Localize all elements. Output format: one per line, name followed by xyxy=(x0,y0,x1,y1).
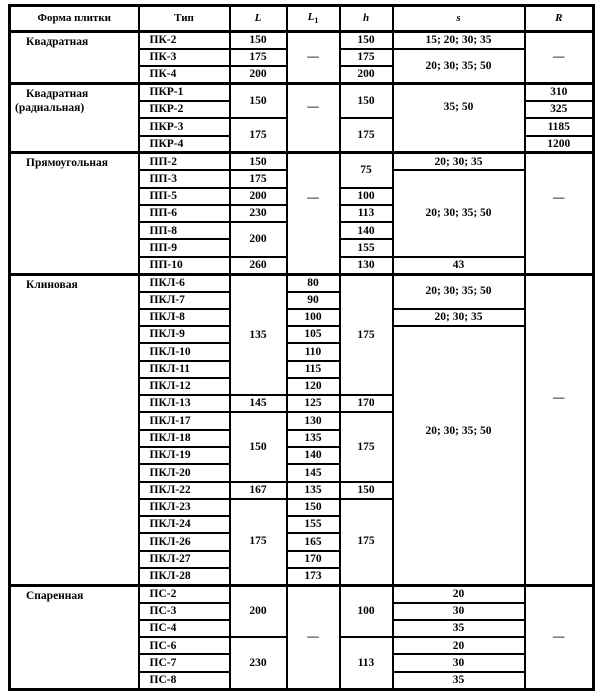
type-cell: ПКР-1 xyxy=(139,84,230,101)
L-cell: 200 xyxy=(230,66,287,83)
L-cell: 230 xyxy=(230,637,287,689)
h-cell: 150 xyxy=(340,32,393,49)
R-dash-cell: — xyxy=(525,274,594,585)
L1-dash-cell: — xyxy=(287,153,340,274)
table-row xyxy=(10,32,594,49)
table-row xyxy=(10,153,594,170)
col-header-L: L xyxy=(230,6,287,32)
L1-cell: 105 xyxy=(287,326,340,343)
type-cell: ПП-5 xyxy=(139,188,230,205)
L1-cell: 155 xyxy=(287,516,340,533)
R-dash-cell: — xyxy=(525,585,594,689)
L1-cell: 170 xyxy=(287,551,340,568)
col-header-h: h xyxy=(340,6,393,32)
L-cell: 200 xyxy=(230,222,287,257)
L1-cell: 165 xyxy=(287,533,340,550)
type-cell: ПКЛ-26 xyxy=(139,533,230,550)
type-cell: ПС-4 xyxy=(139,620,230,637)
col-header-R: R xyxy=(525,6,594,32)
h-cell: 140 xyxy=(340,222,393,239)
L1-cell: 125 xyxy=(287,395,340,412)
type-cell: ПК-3 xyxy=(139,49,230,66)
type-cell: ПК-4 xyxy=(139,66,230,83)
s-cell: 20 xyxy=(393,585,525,602)
type-cell: ПС-2 xyxy=(139,585,230,602)
L-cell: 230 xyxy=(230,205,287,222)
L1-cell: 150 xyxy=(287,499,340,516)
shape-label-cell: Спаренная xyxy=(10,585,139,689)
L1-cell: 135 xyxy=(287,482,340,499)
type-cell: ПП-2 xyxy=(139,153,230,170)
L-cell: 175 xyxy=(230,118,287,153)
type-cell: ПКЛ-6 xyxy=(139,274,230,291)
table-row xyxy=(10,585,594,602)
type-cell: ПКЛ-17 xyxy=(139,412,230,429)
L-cell: 200 xyxy=(230,585,287,637)
header-row xyxy=(10,6,594,32)
R-dash-cell: — xyxy=(525,32,594,84)
h-cell: 170 xyxy=(340,395,393,412)
type-cell: ПП-3 xyxy=(139,170,230,187)
type-cell: ПКЛ-18 xyxy=(139,430,230,447)
L-cell: 175 xyxy=(230,49,287,66)
type-cell: ПКЛ-27 xyxy=(139,551,230,568)
type-cell: ПКЛ-22 xyxy=(139,482,230,499)
type-cell: ПКЛ-12 xyxy=(139,378,230,395)
type-cell: ПКЛ-24 xyxy=(139,516,230,533)
type-cell: ПКЛ-8 xyxy=(139,309,230,326)
R-cell: 325 xyxy=(525,101,594,118)
h-cell: 175 xyxy=(340,412,393,481)
type-cell: ПКР-4 xyxy=(139,136,230,153)
s-cell: 30 xyxy=(393,654,525,671)
type-cell: ПКР-2 xyxy=(139,101,230,118)
type-cell: ПКЛ-28 xyxy=(139,568,230,585)
L-cell: 145 xyxy=(230,395,287,412)
col-header-s: s xyxy=(393,6,525,32)
s-cell: 20; 30; 35 xyxy=(393,309,525,326)
L1-cell: 120 xyxy=(287,378,340,395)
shape-label-cell: Прямоугольная xyxy=(10,153,139,274)
table-row xyxy=(10,274,594,291)
h-cell: 100 xyxy=(340,188,393,205)
L-cell: 150 xyxy=(230,32,287,49)
type-cell: ПКР-3 xyxy=(139,118,230,135)
R-cell: 310 xyxy=(525,84,594,101)
L-cell: 150 xyxy=(230,84,287,119)
type-cell: ПС-3 xyxy=(139,603,230,620)
h-cell: 200 xyxy=(340,66,393,83)
L1-cell: 145 xyxy=(287,464,340,481)
type-cell: ПКЛ-23 xyxy=(139,499,230,516)
table-row xyxy=(10,84,594,101)
h-cell: 175 xyxy=(340,118,393,153)
L1-cell: 100 xyxy=(287,309,340,326)
type-cell: ПП-6 xyxy=(139,205,230,222)
L1-dash-cell: — xyxy=(287,585,340,689)
L-cell: 167 xyxy=(230,482,287,499)
type-cell: ПКЛ-20 xyxy=(139,464,230,481)
R-dash-cell: — xyxy=(525,153,594,274)
type-cell: ПКЛ-19 xyxy=(139,447,230,464)
s-cell: 20; 30; 35 xyxy=(393,153,525,170)
L1-cell: 110 xyxy=(287,343,340,360)
L1-cell: 130 xyxy=(287,412,340,429)
col-header-type: Тип xyxy=(139,6,230,32)
s-cell: 43 xyxy=(393,257,525,274)
R-cell: 1185 xyxy=(525,118,594,135)
s-cell: 20; 30; 35; 50 xyxy=(393,170,525,256)
h-cell: 113 xyxy=(340,637,393,689)
type-cell: ПКЛ-11 xyxy=(139,361,230,378)
s-cell: 20; 30; 35; 50 xyxy=(393,326,525,585)
tile-spec-table xyxy=(8,4,595,691)
type-cell: ПКЛ-9 xyxy=(139,326,230,343)
L-cell: 175 xyxy=(230,499,287,585)
shape-label-cell: Квадратная xyxy=(10,32,139,84)
type-cell: ПС-8 xyxy=(139,672,230,690)
type-cell: ПК-2 xyxy=(139,32,230,49)
L1-cell: 90 xyxy=(287,292,340,309)
h-cell: 100 xyxy=(340,585,393,637)
L1-cell: 135 xyxy=(287,430,340,447)
h-cell: 175 xyxy=(340,49,393,66)
L-cell: 200 xyxy=(230,188,287,205)
h-cell: 175 xyxy=(340,499,393,585)
L1-cell: 80 xyxy=(287,274,340,291)
L1-cell: 173 xyxy=(287,568,340,585)
s-cell: 20; 30; 35; 50 xyxy=(393,49,525,84)
h-cell: 150 xyxy=(340,84,393,119)
R-cell: 1200 xyxy=(525,136,594,153)
type-cell: ПП-8 xyxy=(139,222,230,239)
h-cell: 150 xyxy=(340,482,393,499)
s-cell: 35 xyxy=(393,620,525,637)
s-cell: 20; 30; 35; 50 xyxy=(393,274,525,309)
col-header-L1: $L_1$ xyxy=(287,6,340,32)
L-cell: 150 xyxy=(230,153,287,170)
L-cell: 175 xyxy=(230,170,287,187)
s-cell: 20 xyxy=(393,637,525,654)
L1-dash-cell: — xyxy=(287,32,340,84)
s-cell: 35 xyxy=(393,672,525,690)
h-cell: 75 xyxy=(340,153,393,188)
L1-cell: 115 xyxy=(287,361,340,378)
h-cell: 155 xyxy=(340,239,393,256)
L-cell: 260 xyxy=(230,257,287,274)
shape-label-cell: Клиновая xyxy=(10,274,139,585)
type-cell: ПС-6 xyxy=(139,637,230,654)
L-cell: 135 xyxy=(230,274,287,395)
shape-label-cell: Квадратная (радиальная) xyxy=(10,84,139,153)
L-cell: 150 xyxy=(230,412,287,481)
h-cell: 175 xyxy=(340,274,393,395)
type-cell: ПКЛ-7 xyxy=(139,292,230,309)
col-header-shape: Форма плитки xyxy=(10,6,139,32)
h-cell: 113 xyxy=(340,205,393,222)
h-cell: 130 xyxy=(340,257,393,274)
type-cell: ПКЛ-13 xyxy=(139,395,230,412)
type-cell: ПП-9 xyxy=(139,239,230,256)
s-cell: 35; 50 xyxy=(393,84,525,153)
type-cell: ПКЛ-10 xyxy=(139,343,230,360)
L1-dash-cell: — xyxy=(287,84,340,153)
s-cell: 30 xyxy=(393,603,525,620)
L1-cell: 140 xyxy=(287,447,340,464)
s-cell: 15; 20; 30; 35 xyxy=(393,32,525,49)
type-cell: ПП-10 xyxy=(139,257,230,274)
type-cell: ПС-7 xyxy=(139,654,230,671)
